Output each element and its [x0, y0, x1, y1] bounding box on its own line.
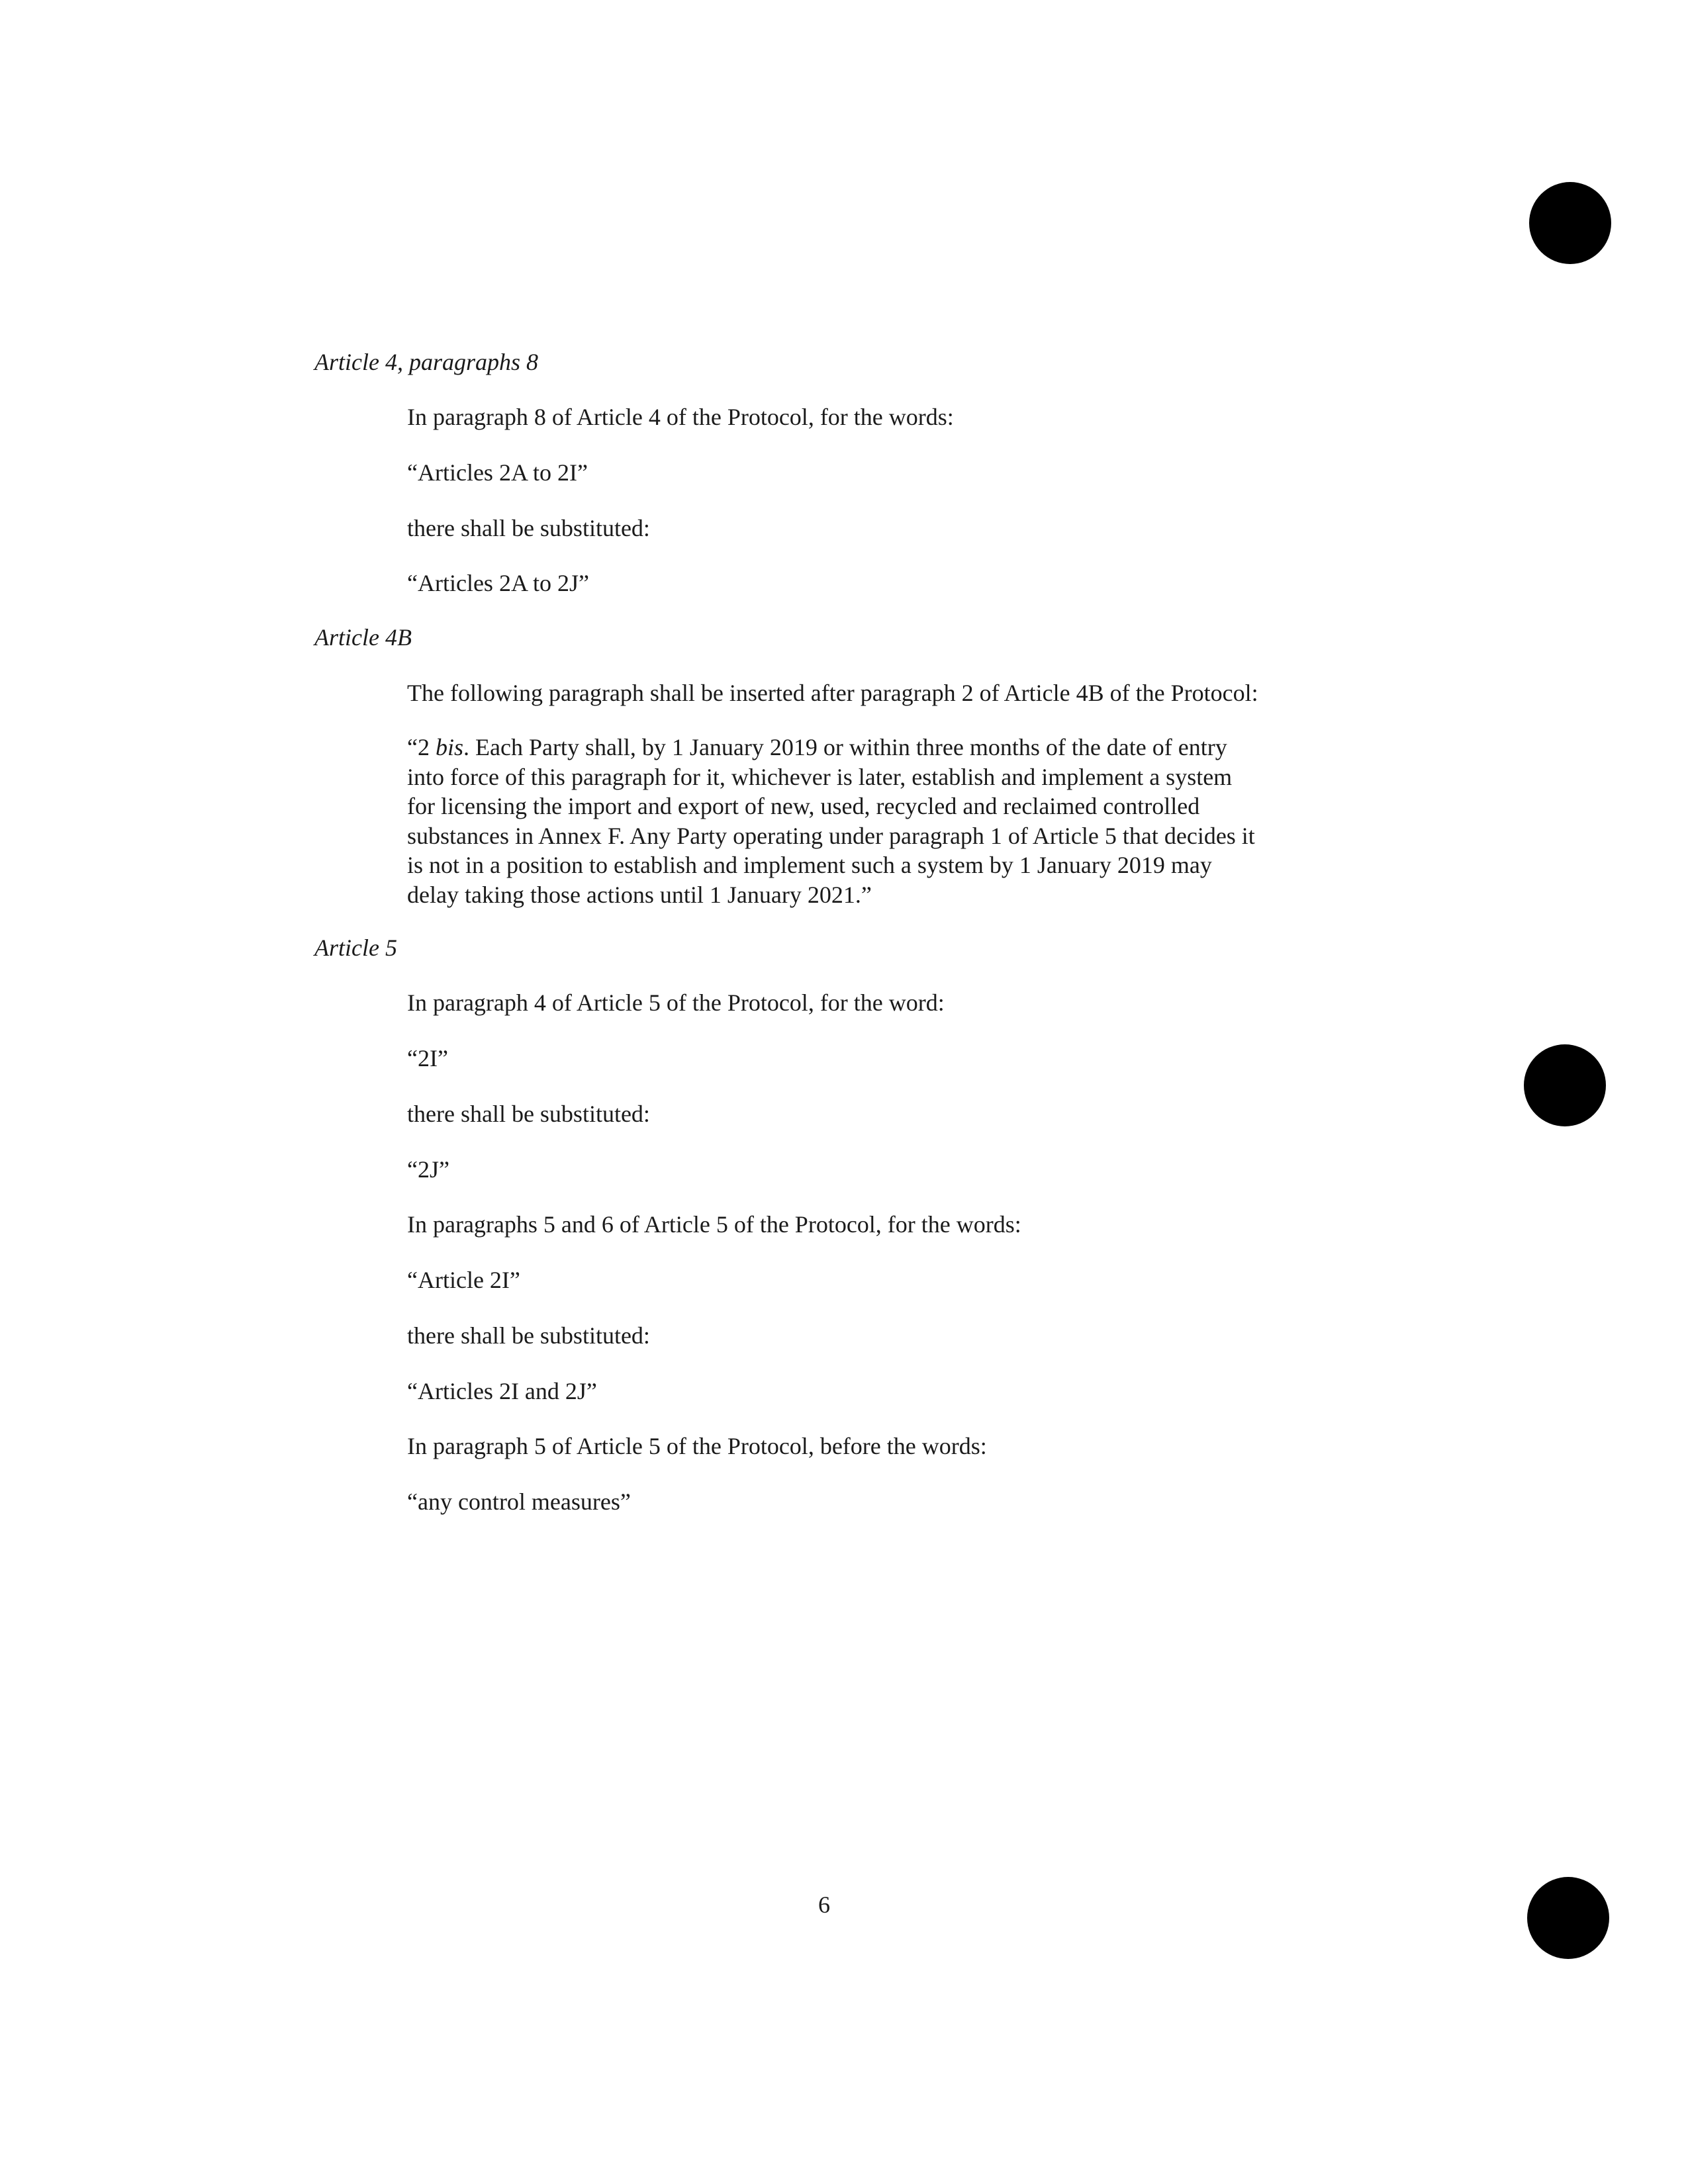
instruction-article-4: In paragraph 8 of Article 4 of the Protocol, for the words: — [407, 404, 954, 430]
inserted-paragraph-2-bis — [407, 733, 1334, 909]
paragraph-open-quote: “2 — [407, 734, 436, 760]
old-text-article-5-paras-5-6: “Article 2I” — [407, 1267, 520, 1293]
instruction-article-5-paras-5-6: In paragraphs 5 and 6 of Article 5 of the Protocol, for the words: — [407, 1211, 1021, 1238]
paragraph-line-5: is not in a position to establish and implement such a system by 1 January 2019 may — [407, 852, 1212, 878]
paragraph-line-4: substances in Annex F. Any Party operating under paragraph 1 of Article 5 that decides it — [407, 822, 1255, 849]
quote-article-5-para-5: “any control measures” — [407, 1488, 631, 1515]
new-text-article-5-para-4: “2J” — [407, 1156, 449, 1183]
paragraph-line-1 — [407, 733, 1334, 762]
instruction-article-4b: The following paragraph shall be inserted after paragraph 2 of Article 4B of the Protocol: — [407, 680, 1258, 706]
paragraph-line-1-text: . Each Party shall, by 1 January 2019 or within three months of the date of entry — [463, 734, 1227, 760]
bis-term: bis — [435, 734, 463, 760]
paragraph-line-2: into force of this paragraph for it, whichever is later, establish and implement a system — [407, 763, 1233, 790]
instruction-article-5-para-4: In paragraph 4 of Article 5 of the Protocol, for the word: — [407, 989, 945, 1016]
heading-article-5: Article 5 — [314, 934, 397, 961]
paragraph-line-6: delay taking those actions until 1 January 2021.” — [407, 881, 872, 908]
old-text-article-5-para-4: “2I” — [407, 1045, 448, 1071]
new-text-article-5-paras-5-6: “Articles 2I and 2J” — [407, 1378, 597, 1404]
connector-article-5-para-4: there shall be substituted: — [407, 1101, 650, 1127]
heading-article-4b: Article 4B — [314, 624, 412, 651]
punch-hole-top — [1529, 182, 1611, 264]
page-number: 6 — [818, 1891, 830, 1918]
connector-article-5-paras-5-6: there shall be substituted: — [407, 1322, 650, 1349]
new-text-article-4: “Articles 2A to 2J” — [407, 570, 589, 596]
heading-article-4: Article 4, paragraphs 8 — [314, 349, 538, 375]
paragraph-line-3: for licensing the import and export of new, used, recycled and reclaimed controlled — [407, 793, 1200, 819]
connector-article-4: there shall be substituted: — [407, 515, 650, 541]
old-text-article-4: “Articles 2A to 2I” — [407, 459, 588, 486]
punch-hole-middle — [1524, 1044, 1606, 1126]
instruction-article-5-para-5: In paragraph 5 of Article 5 of the Protocol, before the words: — [407, 1433, 987, 1459]
